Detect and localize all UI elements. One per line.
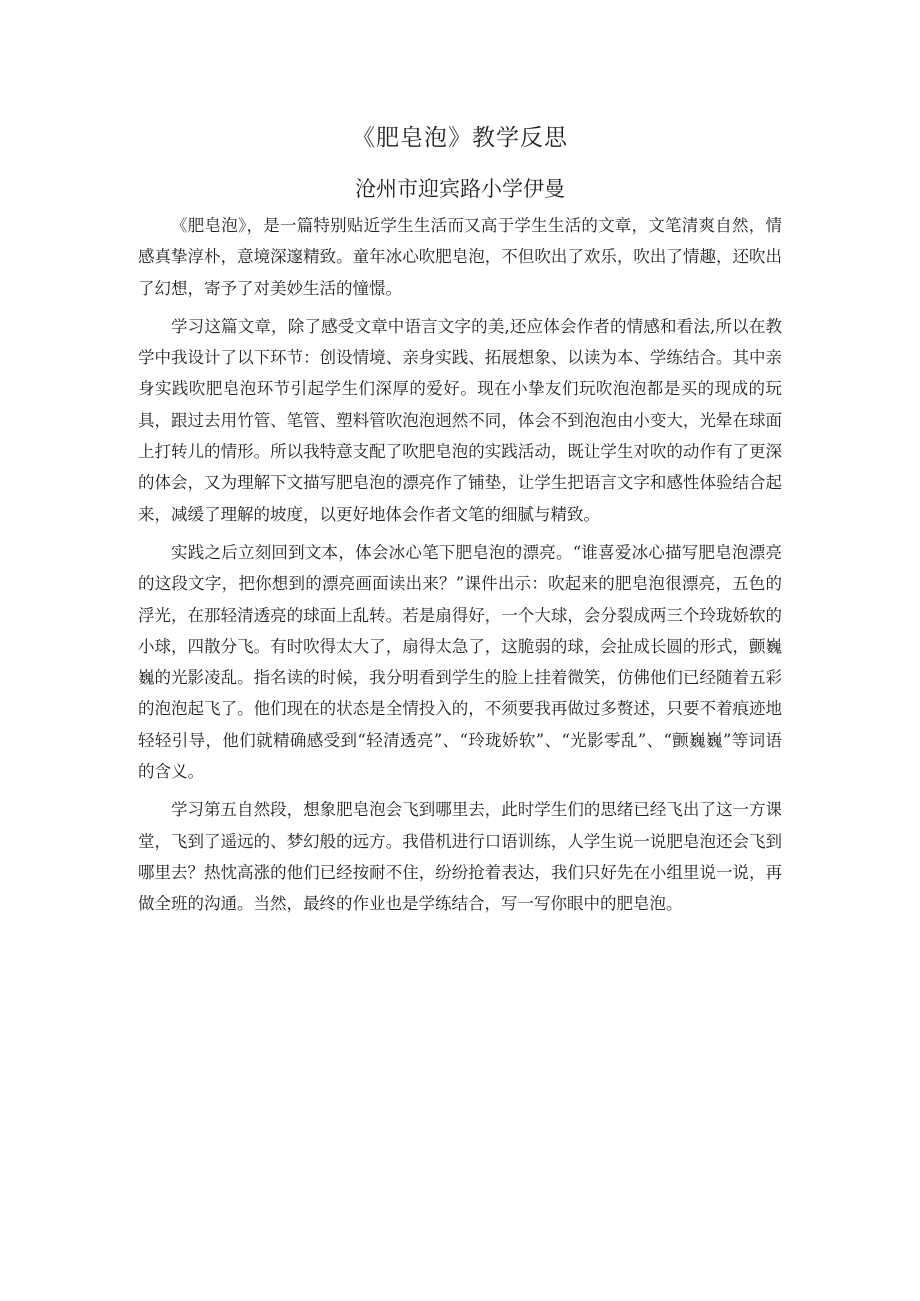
paragraph-2: 学习这篇文章，除了感受文章中语言文字的美,还应体会作者的情感和看法,所以在教学中我设计了以下环节：创设情境、亲身实践、拓展想象、以读为本、学练结合。其中亲身实践吹肥皂泡环节引起学生们深厚的爱好。现在小挚友们玩吹泡泡都是买的现成的玩具，跟过去用竹管、笔管、塑料管吹泡泡迥然不同，体会不到泡泡由小变大，光晕在球面上打转儿的情形。所以我特意支配了吹肥皂泡的实践活动，既让学生对吹的动作有了更深的体会，又为理解下文描写肥皂泡的漂亮作了铺垫，让学生把语言文字和感性体验结合起来，减缓了理解的坡度，以更好地体会作者文笔的细腻与精致。 [138, 316, 782, 524]
paragraph-1: 《肥皂泡》，是一篇特别贴近学生生活而又高于学生生活的文章，文笔清爽自然，情感真挚淳朴，意境深邃精致。童年冰心吹肥皂泡，不但吹出了欢乐，吹出了情趣，还吹出了幻想，寄予了对美妙生活的憧憬。 [138, 216, 782, 298]
paragraph-4: 学习第五自然段，想象肥皂泡会飞到哪里去，此时学生们的思绪已经飞出了这一方课堂，飞到了遥远的、梦幻般的远方。我借机进行口语训练，人学生说一说肥皂泡还会飞到哪里去？热忱高涨的他们已经按耐不住，纷纷抢着表达，我们只好先在小组里说一说，再做全班的沟通。当然，最终的作业也是学练结合，写一写你眼中的肥皂泡。 [138, 800, 782, 914]
document-title: 《肥皂泡》教学反思 [352, 125, 568, 151]
paragraph-3: 实践之后立刻回到文本，体会冰心笔下肥皂泡的漂亮。“谁喜爱冰心描写肥皂泡漂亮的这段文字，把你想到的漂亮画面读出来？”课件出示：吹起来的肥皂泡很漂亮，五色的浮光，在那轻清透亮的球面上乱转。若是扇得好，一个大球，会分裂成两三个玲珑娇软的小球，四散分飞。有时吹得太大了，扇得太急了，这脆弱的球，会扯成长圆的形式，颤巍巍的光影凌乱。指名读的时候，我分明看到学生的脸上挂着微笑，仿佛他们已经随着五彩的泡泡起飞了。他们现在的状态是全情投入的，不须要我再做过多赘述，只要不着痕迹地轻轻引导，他们就精确感受到“轻清透亮”、“玲珑娇软”、“光影零乱”、“颤巍巍”等词语的含义。 [138, 542, 782, 782]
document-body [138, 210, 782, 920]
document-author: 沧州市迎宾路小学伊曼 [355, 177, 565, 201]
